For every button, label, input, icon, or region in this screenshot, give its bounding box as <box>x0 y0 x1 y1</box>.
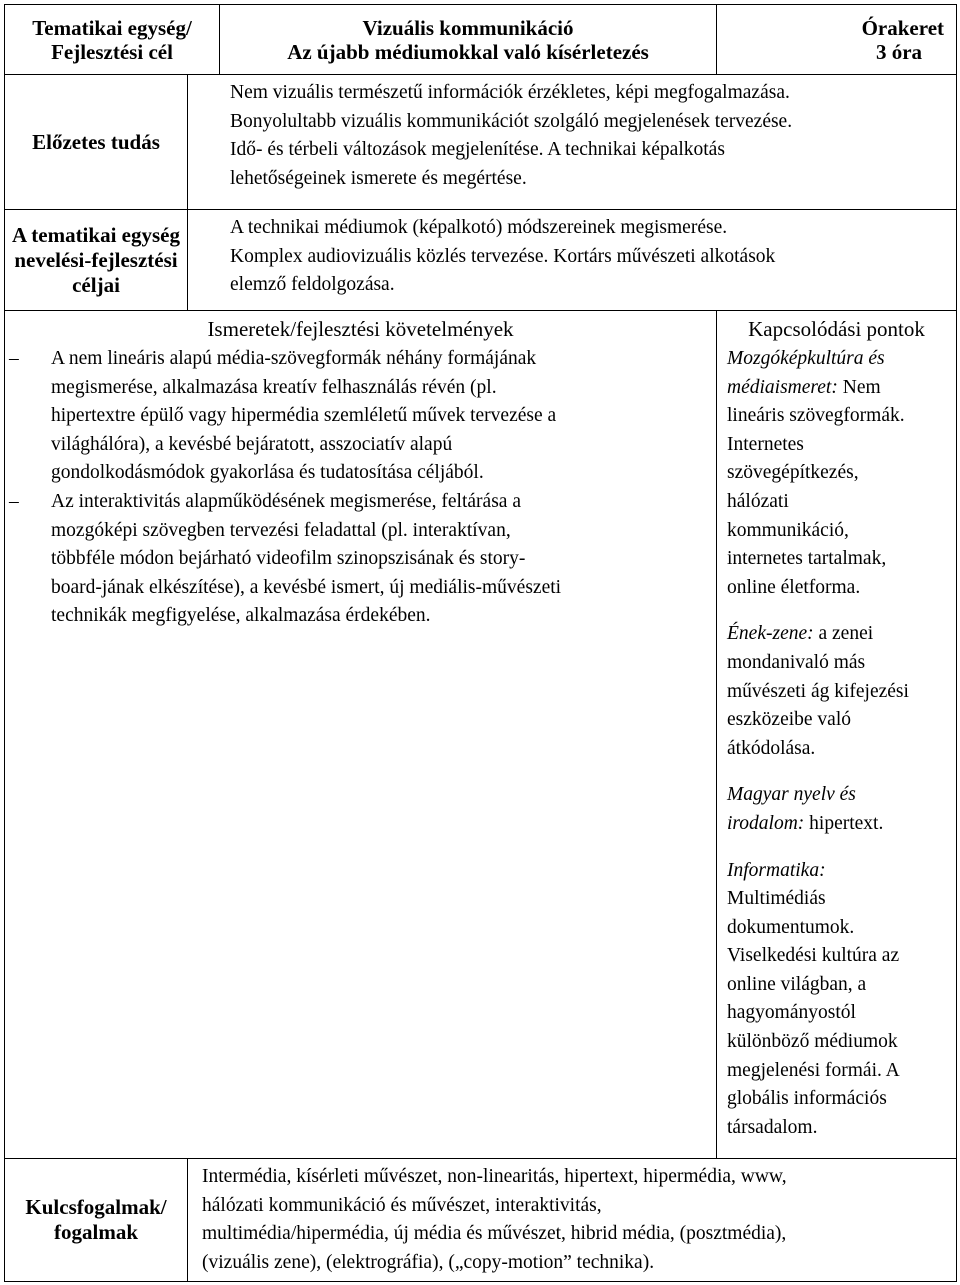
keywords-row <box>5 1159 957 1282</box>
goals-text <box>188 210 957 311</box>
prior-line: Nem vizuális természetű információk érzékletes, képi megfogalmazása. <box>230 82 790 103</box>
dash-bullet: – <box>9 490 19 512</box>
prior-line: Idő- és térbeli változások megjelenítése. A technikai képalkotás <box>230 139 725 160</box>
keywords-text: Intermédia, kísérleti művészet, non-linearitás, hipertext, hipermédia, www, hálózati kommunikáció és művészet, interaktivitás, multimédia/hipermédia, új média és művészet, hibrid média, (posztmédia), (vizuális zene), (elektrográfia), („copy-motion” technika). <box>188 1159 957 1282</box>
goals-label: A tematikai egység nevelési-fejlesztési céljai <box>5 210 188 311</box>
header-unit-line2: Fejlesztési cél <box>51 39 173 64</box>
connections-title: Kapcsolódási pontok <box>748 317 925 341</box>
connection-moving-image: Mozgóképkultúra és médiaismeret: Nem lineáris szövegformák. Internetes szövegépítkezés, hálózati kommunikáció, internetes tartalmak, online életforma. <box>727 348 905 598</box>
requirements-title: Ismeretek/fejlesztési követelmények <box>207 317 514 341</box>
header-unit-cell <box>5 5 220 75</box>
connection-informatics: Informatika: Multimédiás dokumentumok. Viselkedési kultúra az online világban, a hagyományostól különböző médiumok megjelenési formái. A globális információs társadalom. <box>727 859 900 1138</box>
header-row <box>5 5 957 75</box>
requirements-cell <box>5 311 717 1159</box>
goals-line: Komplex audiovizuális közlés tervezése. Kortárs művészeti alkotások <box>230 245 776 267</box>
prior-knowledge-row <box>5 75 957 210</box>
goals-line: elemző feldolgozása. <box>230 274 395 295</box>
dash-bullet: – <box>9 348 19 369</box>
prior-line: Bonyolultabb vizuális kommunikációt szolgáló megjelenések tervezése. <box>230 110 793 132</box>
connection-music: Ének-zene: a zenei mondanivaló más művészeti ág kifejezési eszközeibe való átkódolása. <box>727 623 909 759</box>
goals-line: A technikai médiumok (képalkotó) módszereinek megismerése. <box>230 217 728 238</box>
connections-cell <box>717 311 957 1159</box>
header-unit-line1: Tematikai egység/ <box>32 15 192 40</box>
header-hours-line2: 3 óra <box>875 39 923 64</box>
curriculum-table <box>4 4 957 1282</box>
requirements-row <box>5 311 957 1159</box>
header-title-cell <box>220 5 717 75</box>
requirement-item: – Az interaktivitás alapműködésének megismerése, feltárása a mozgóképi szövegben tervezési feladattal (pl. interaktívan, többféle módon bejárható videofilm szinopszisának és story- board-jának elkészítése), a kevésbé ismert, új mediális-művészeti technikák megfigyelése, alkalmazása érdekében. <box>5 488 710 631</box>
prior-knowledge-text <box>188 75 957 210</box>
requirement-item: – A nem lineáris alapú média-szövegformák néhány formájának megismerése, alkalmazása kreatív felhasználás révén (pl. hipertextre épülő vagy hipermédia szemléletű művek tervezése a világhálóra), a kevésbé bejáratott, asszociatív alapú gondolkodásmódok gyakorlása és tudatosítása céljából. <box>5 345 710 488</box>
prior-knowledge-label: Előzetes tudás <box>5 75 188 210</box>
connections-body <box>717 345 956 1152</box>
connection-literature: Magyar nyelv és irodalom: hipertext. <box>727 784 884 834</box>
prior-line: lehetőségeinek ismerete és megértése. <box>230 167 527 189</box>
curriculum-page <box>4 4 956 1282</box>
keywords-label: Kulcsfogalmak/ fogalmak <box>5 1159 188 1282</box>
header-hours-line1: Órakeret <box>861 15 945 40</box>
header-title-line2: Az újabb médiumokkal való kísérletezés <box>287 39 649 64</box>
header-hours-cell <box>717 5 957 75</box>
requirements-list <box>5 345 716 643</box>
header-title-line1: Vizuális kommunikáció <box>362 15 574 40</box>
goals-row <box>5 210 957 311</box>
